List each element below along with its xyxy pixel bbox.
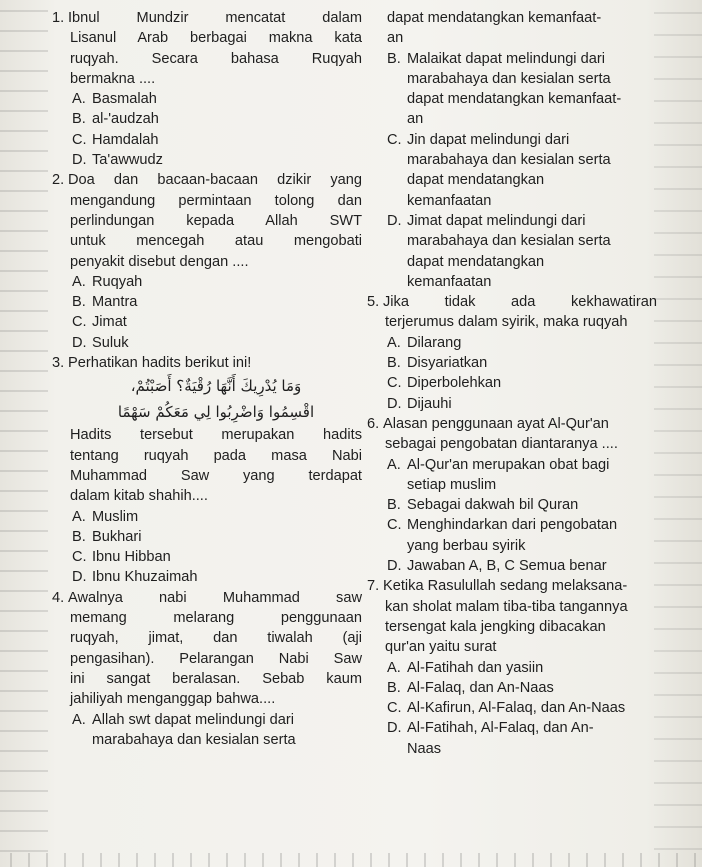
question-text-line: Jika tidak ada kekhawatiran: [383, 294, 657, 311]
decorative-border-right: [654, 0, 702, 867]
question-text-line: Hadits tersebut merupakan hadits: [70, 427, 362, 444]
question-3: [52, 353, 362, 588]
option-a-continued: marabahaya dan kesialan serta: [92, 731, 296, 748]
decorative-border-left: [0, 0, 48, 867]
option-d[interactable]: D. Ta'awwudz: [72, 152, 163, 169]
question-text-line: Doa dan bacaan-bacaan dzikir yang: [68, 172, 362, 189]
option-a-continued: an: [387, 30, 404, 47]
option-c[interactable]: C. Al-Kafirun, Al-Falaq, dan An-Naas: [387, 700, 626, 717]
option-text-line: kemanfaatan: [407, 273, 492, 290]
decorative-border-bottom: [0, 853, 702, 867]
question-number: 6.: [367, 415, 380, 432]
option-a[interactable]: A. Dilarang: [387, 334, 462, 351]
question-number: 4.: [52, 589, 65, 606]
option-text-line: dapat mendatangkan: [407, 253, 545, 270]
question-text-line: memang melarang penggunaan: [70, 610, 362, 627]
option-a[interactable]: A. Basmalah: [72, 91, 157, 108]
question-text-line: terjerumus dalam syirik, maka ruqyah: [385, 314, 628, 331]
option-c[interactable]: C. Jin dapat melindungi dari: [387, 131, 570, 148]
question-text-line: Lisanul Arab berbagai makna kata: [70, 30, 362, 47]
option-a-continued: dapat mendatangkan kemanfaat-: [387, 10, 602, 26]
question-number: 5.: [367, 294, 380, 311]
question-text-line: mengandung permintaan tolong dan: [70, 192, 362, 209]
question-text-line: sebagai pengobatan diantaranya ....: [385, 436, 618, 453]
question-text-line: qur'an yaitu surat: [385, 639, 497, 656]
question-text-line: Ketika Rasulullah sedang melaksana-: [383, 578, 628, 595]
question-4: [52, 588, 362, 750]
question-text-line: jahiliyah menganggap bahwa....: [70, 691, 276, 708]
option-b[interactable]: B. Malaikat dapat melindungi dari: [387, 50, 605, 67]
option-text-line: marabahaya dan kesialan serta: [407, 152, 611, 169]
question-number: 7.: [367, 578, 380, 595]
question-1: [52, 8, 362, 170]
option-b[interactable]: B. Al-Falaq, dan An-Naas: [387, 679, 554, 696]
option-a[interactable]: A. Allah swt dapat melindungi dari: [72, 711, 294, 728]
option-c[interactable]: C. Jimat: [72, 314, 127, 331]
option-text-line: dapat mendatangkan: [407, 172, 545, 189]
question-text-line: tentang ruqyah pada masa Nabi: [70, 447, 362, 464]
question-text-line: ruqyah, jimat, dan tiwalah (aji: [70, 630, 362, 647]
question-text-line: Awalnya nabi Muhammad saw: [68, 589, 362, 606]
option-a[interactable]: A. Muslim: [72, 508, 139, 525]
hadith-arabic-line-1: وَمَا يُدْرِيكَ أَنَّهَا رُقْيَةٌ؟ أَصَبْتُمْ،: [130, 377, 302, 396]
option-text-line: setiap muslim: [407, 476, 497, 493]
right-column: [367, 8, 657, 759]
option-a[interactable]: A. Al-Fatihah dan yasiin: [387, 659, 544, 676]
option-d[interactable]: D. Al-Fatihah, Al-Falaq, dan An-: [387, 720, 594, 737]
question-text-line: dalam kitab shahih....: [70, 488, 208, 505]
question-number: 1.: [52, 10, 65, 26]
option-c[interactable]: C. Ibnu Hibban: [72, 549, 171, 566]
question-7: [367, 576, 657, 759]
question-text-line: bermakna ....: [70, 70, 156, 87]
option-text-line: marabahaya dan kesialan serta: [407, 233, 611, 250]
option-text-line: kemanfaatan: [407, 192, 492, 209]
option-b[interactable]: B. Sebagai dakwah bil Quran: [387, 497, 579, 514]
option-text-line: dapat mendatangkan kemanfaat-: [407, 91, 622, 108]
option-b[interactable]: B. Disyariatkan: [387, 355, 488, 372]
question-text-line: Ibnul Mundzir mencatat dalam: [68, 10, 362, 26]
option-b[interactable]: B. Mantra: [72, 294, 138, 311]
question-6: [367, 414, 657, 576]
option-b[interactable]: B. Bukhari: [72, 528, 142, 545]
question-text-line: kan sholat malam tiba-tiba tangannya: [385, 598, 628, 615]
option-c[interactable]: C. Diperbolehkan: [387, 375, 502, 392]
option-b[interactable]: B. al-'audzah: [72, 111, 159, 128]
option-a[interactable]: A. Ruqyah: [72, 273, 143, 290]
left-column: [52, 8, 362, 750]
question-text-line: Alasan penggunaan ayat Al-Qur'an: [383, 415, 609, 432]
question-text-line: ruqyah. Secara bahasa Ruqyah: [70, 50, 362, 67]
hadith-arabic-line-2: اقْسِمُوا وَاضْرِبُوا لِي مَعَكُمْ سَهْمًا: [117, 403, 315, 422]
option-a[interactable]: A. Al-Qur'an merupakan obat bagi: [387, 456, 610, 473]
option-d[interactable]: D. Suluk: [72, 334, 129, 351]
option-d[interactable]: D. Ibnu Khuzaimah: [72, 569, 198, 586]
question-text-line: ini sangat beralasan. Sebab kaum: [70, 670, 362, 687]
option-d[interactable]: D. Jawaban A, B, C Semua benar: [387, 558, 607, 575]
question-number: 3.: [52, 355, 65, 372]
question-text-line: perlindungan kepada Allah SWT: [70, 212, 362, 229]
option-c[interactable]: C. Menghindarkan dari pengobatan: [387, 517, 618, 534]
question-intro: Perhatikan hadits berikut ini!: [68, 355, 252, 372]
option-text-line: an: [407, 111, 424, 128]
option-text-line: yang berbau syirik: [407, 537, 526, 554]
question-2: [52, 170, 362, 353]
option-text-line: marabahaya dan kesialan serta: [407, 70, 611, 87]
option-c[interactable]: C. Hamdalah: [72, 131, 159, 148]
question-text-line: tersengat kala jengking dibacakan: [385, 618, 606, 635]
question-text-line: pengasihan). Pelarangan Nabi Saw: [70, 650, 362, 667]
question-text-line: untuk mencegah atau mengobati: [70, 233, 362, 250]
question-text-line: Muhammad Saw yang terdapat: [70, 467, 362, 484]
question-number: 2.: [52, 172, 65, 189]
question-5: [367, 292, 657, 414]
option-d[interactable]: D. Jimat dapat melindungi dari: [387, 212, 586, 229]
question-4-continued: [367, 8, 657, 292]
option-d[interactable]: D. Dijauhi: [387, 395, 452, 412]
option-text-line: Naas: [407, 740, 442, 757]
question-text-line: penyakit disebut dengan ....: [70, 253, 249, 270]
